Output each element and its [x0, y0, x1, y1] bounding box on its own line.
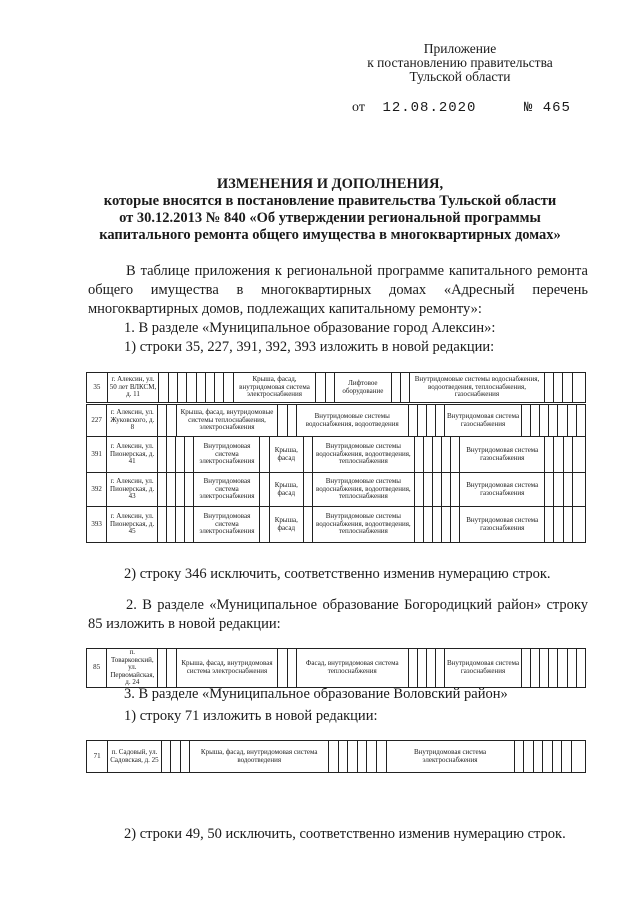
row-work: Внутридомовые системы водоснабжения, водоотведения: [296, 405, 408, 437]
empty-cell: [196, 373, 205, 403]
empty-cell: [563, 473, 572, 507]
row-work: Крыша, фасад, внутридомовые системы теплоснабжения, электроснабжения: [176, 405, 278, 437]
row-work: Крыша, фасад: [269, 507, 303, 543]
empty-cell: [567, 649, 576, 688]
row-number: 85: [87, 649, 107, 688]
empty-cell: [524, 741, 534, 773]
empty-cell: [414, 437, 423, 473]
table-section1: [86, 372, 586, 403]
section3-heading: 3. В разделе «Муниципальное образование Воловский район»: [124, 686, 508, 702]
empty-cell: [205, 373, 214, 403]
empty-cell: [563, 373, 572, 403]
empty-cell: [176, 437, 185, 473]
row-work: Внутридомовая система газоснабжения: [460, 507, 545, 543]
row-work: Внутридомовая система электроснабжения: [194, 507, 260, 543]
empty-cell: [260, 507, 269, 543]
empty-cell: [185, 507, 194, 543]
empty-cell: [521, 405, 530, 437]
empty-cell: [159, 373, 168, 403]
empty-cell: [514, 741, 524, 773]
empty-cell: [441, 507, 450, 543]
empty-cell: [436, 649, 445, 688]
row-work: Внутридомовая система электроснабжения: [194, 473, 260, 507]
section1-heading: 1. В разделе «Муниципальное образование город Алексин»:: [124, 320, 496, 336]
empty-cell: [171, 741, 181, 773]
empty-cell: [543, 741, 553, 773]
empty-cell: [451, 473, 460, 507]
appendix-line: Тульской области: [409, 69, 511, 84]
empty-cell: [549, 649, 558, 688]
empty-cell: [558, 405, 567, 437]
empty-cell: [408, 649, 417, 688]
empty-cell: [408, 405, 417, 437]
empty-cell: [167, 649, 176, 688]
empty-cell: [423, 473, 432, 507]
empty-cell: [338, 741, 348, 773]
row-work: Внутридомовые системы водоснабжения, водоотведения, теплоснабжения: [313, 437, 414, 473]
table-row: [87, 649, 586, 688]
empty-cell: [530, 405, 539, 437]
row-work: Внутридомовая система газоснабжения: [445, 405, 521, 437]
table-row: [87, 437, 586, 473]
empty-cell: [391, 373, 400, 403]
empty-cell: [554, 473, 563, 507]
empty-cell: [432, 437, 441, 473]
row-work: Фасад, внутридомовая система теплоснабжения: [296, 649, 408, 688]
empty-cell: [563, 507, 572, 543]
table-section1-row227: [86, 404, 586, 437]
empty-cell: [441, 437, 450, 473]
empty-cell: [161, 741, 171, 773]
title-line: которые вносятся в постановление правительства Тульской области: [103, 193, 557, 209]
empty-cell: [554, 507, 563, 543]
table-section3: [86, 740, 586, 773]
table-section2: [86, 648, 586, 688]
empty-cell: [427, 649, 436, 688]
row-address: п. Товарковский, ул. Первомайская, д. 24: [107, 649, 158, 688]
row-work: Крыша, фасад, внутридомовая система водоотведения: [190, 741, 329, 773]
empty-cell: [401, 373, 410, 403]
empty-cell: [432, 507, 441, 543]
empty-cell: [552, 741, 562, 773]
title-line: ИЗМЕНЕНИЯ И ДОПОЛНЕНИЯ,: [216, 176, 444, 192]
empty-cell: [287, 405, 296, 437]
empty-cell: [176, 473, 185, 507]
table-row: [87, 507, 586, 543]
row-number: 393: [87, 507, 107, 543]
title-line: капитального ремонта общего имущества в многоквартирных домах»: [99, 227, 561, 243]
row-number: 392: [87, 473, 107, 507]
title-line: от 30.12.2013 № 840 «Об утверждении региональной программы: [119, 210, 541, 226]
row-number: 391: [87, 437, 107, 473]
row-number: 35: [87, 373, 108, 403]
empty-cell: [572, 741, 586, 773]
empty-cell: [260, 473, 269, 507]
empty-cell: [451, 507, 460, 543]
empty-cell: [304, 473, 313, 507]
empty-cell: [544, 373, 553, 403]
empty-cell: [558, 649, 567, 688]
empty-cell: [562, 741, 572, 773]
empty-cell: [554, 437, 563, 473]
empty-cell: [367, 741, 377, 773]
empty-cell: [215, 373, 224, 403]
empty-cell: [185, 437, 194, 473]
empty-cell: [157, 437, 166, 473]
empty-cell: [414, 473, 423, 507]
row-number: 227: [87, 405, 107, 437]
empty-cell: [187, 373, 196, 403]
empty-cell: [325, 373, 334, 403]
empty-cell: [157, 473, 166, 507]
document-number: № 465: [523, 100, 571, 116]
date-prefix: от: [352, 100, 365, 115]
empty-cell: [427, 405, 436, 437]
section3-item2: 2) строки 49, 50 исключить, соответственно изменив нумерацию строк.: [124, 826, 566, 842]
empty-cell: [176, 507, 185, 543]
empty-cell: [576, 405, 585, 437]
empty-cell: [278, 649, 287, 688]
row-work: Крыша, фасад: [269, 473, 303, 507]
row-address: п. Садовый, ул. Садовская, д. 25: [108, 741, 161, 773]
table-row: [87, 473, 586, 507]
empty-cell: [158, 649, 167, 688]
empty-cell: [572, 437, 585, 473]
table-row: [87, 405, 586, 437]
section3-item1: 1) строку 71 изложить в новой редакции:: [124, 708, 378, 724]
empty-cell: [177, 373, 186, 403]
empty-cell: [533, 741, 543, 773]
row-work: Внутридомовая система электроснабжения: [386, 741, 514, 773]
empty-cell: [157, 507, 166, 543]
empty-cell: [260, 437, 269, 473]
row-work: Внутридомовые системы водоснабжения, водоотведения, теплоснабжения: [313, 507, 414, 543]
row-address: г. Алексин, ул. Пионерская, д. 45: [107, 507, 158, 543]
appendix-block: [340, 42, 580, 84]
document-title: [60, 176, 600, 244]
section1-item2: 2) строку 346 исключить, соответственно изменив нумерацию строк.: [124, 566, 551, 582]
row-work: Внутридомовые системы водоснабжения, водоотведения, теплоснабжения, газоснабжения: [410, 373, 544, 403]
table-row: [87, 741, 586, 773]
empty-cell: [329, 741, 339, 773]
empty-cell: [572, 473, 585, 507]
empty-cell: [417, 649, 426, 688]
row-work: Крыша, фасад, внутридомовая система электроснабжения: [176, 649, 278, 688]
empty-cell: [167, 507, 176, 543]
empty-cell: [316, 373, 325, 403]
empty-cell: [278, 405, 287, 437]
empty-cell: [348, 741, 358, 773]
empty-cell: [158, 405, 167, 437]
empty-cell: [549, 405, 558, 437]
empty-cell: [304, 507, 313, 543]
empty-cell: [417, 405, 426, 437]
empty-cell: [167, 473, 176, 507]
empty-cell: [168, 373, 177, 403]
row-number: 71: [87, 741, 108, 773]
empty-cell: [357, 741, 367, 773]
empty-cell: [414, 507, 423, 543]
empty-cell: [530, 649, 539, 688]
empty-cell: [167, 405, 176, 437]
row-work: Крыша, фасад: [269, 437, 303, 473]
empty-cell: [545, 507, 554, 543]
empty-cell: [563, 437, 572, 473]
appendix-line: к постановлению правительства: [367, 55, 553, 70]
empty-cell: [180, 741, 190, 773]
empty-cell: [287, 649, 296, 688]
table-section1-rows391-393: [86, 436, 586, 543]
empty-cell: [553, 373, 562, 403]
row-work: Внутридомовая система газоснабжения: [460, 437, 545, 473]
empty-cell: [436, 405, 445, 437]
document-date: 12.08.2020: [382, 100, 477, 116]
empty-cell: [545, 473, 554, 507]
empty-cell: [540, 405, 549, 437]
row-address: г. Алексин, ул. Жуковского, д. 8: [107, 405, 158, 437]
empty-cell: [540, 649, 549, 688]
appendix-line: Приложение: [423, 41, 497, 56]
empty-cell: [576, 649, 585, 688]
row-work: Крыша, фасад, внутридомовая система электроснабжения: [233, 373, 316, 403]
row-work: Внутридомовая система электроснабжения: [194, 437, 260, 473]
empty-cell: [185, 473, 194, 507]
section1-item1: 1) строки 35, 227, 391, 392, 393 изложить в новой редакции:: [124, 339, 495, 355]
empty-cell: [432, 473, 441, 507]
empty-cell: [167, 437, 176, 473]
empty-cell: [572, 373, 585, 403]
row-work: Внутридомовые системы водоснабжения, водоотведения, теплоснабжения: [313, 473, 414, 507]
table-row: [87, 373, 586, 403]
row-address: г. Алексин, ул. Пионерская, д. 43: [107, 473, 158, 507]
section2-text: 2. В разделе «Муниципальное образование Богородицкий район» строку 85 изложить в новой редакции:: [88, 597, 588, 632]
empty-cell: [451, 437, 460, 473]
empty-cell: [521, 649, 530, 688]
empty-cell: [376, 741, 386, 773]
empty-cell: [224, 373, 233, 403]
intro-paragraph: В таблице приложения к региональной программе капитального ремонта общего имущества в многоквартирных домах «Адресный перечень многоквартирных домов, подлежащих капитальному ремонту»:: [88, 263, 588, 317]
empty-cell: [304, 437, 313, 473]
empty-cell: [441, 473, 450, 507]
row-work: Внутридомовая система газоснабжения: [445, 649, 521, 688]
row-address: г. Алексин, ул. 50 лет ВЛКСМ, д. 11: [107, 373, 159, 403]
empty-cell: [423, 437, 432, 473]
date-number-line: [352, 100, 571, 116]
empty-cell: [572, 507, 585, 543]
empty-cell: [545, 437, 554, 473]
row-work: Лифтовое оборудование: [334, 373, 391, 403]
empty-cell: [567, 405, 576, 437]
empty-cell: [423, 507, 432, 543]
row-work: Внутридомовая система газоснабжения: [460, 473, 545, 507]
row-address: г. Алексин, ул. Пионерская, д. 41: [107, 437, 158, 473]
